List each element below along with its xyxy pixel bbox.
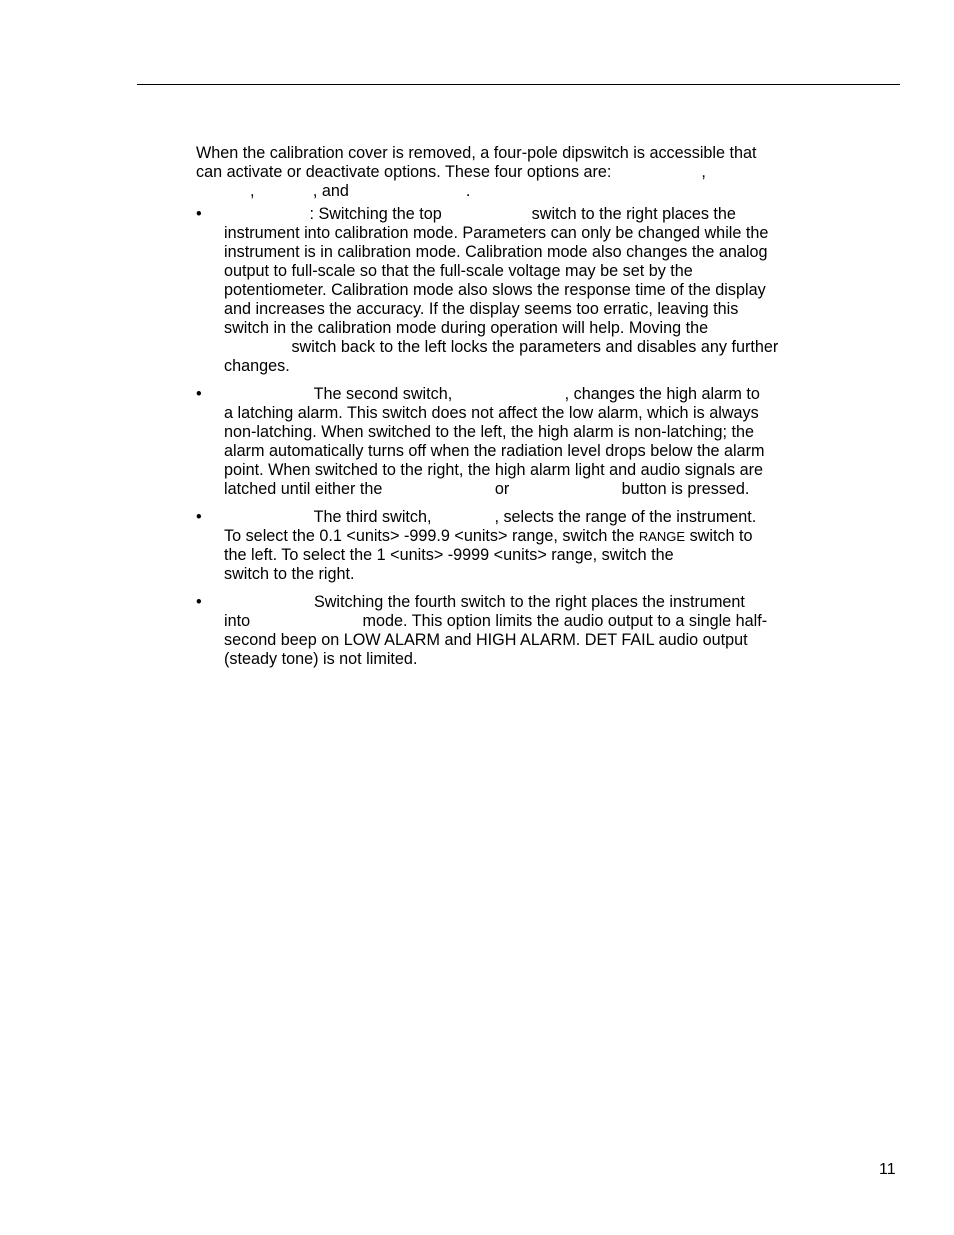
text-line: switch in the calibration mode during operation will help. Moving the bbox=[224, 319, 709, 337]
intro-line: When the calibration cover is removed, a four-pole dipswitch is accessible that bbox=[196, 144, 757, 162]
text-line: a latching alarm. This switch does not affect the low alarm, which is always bbox=[224, 404, 759, 422]
text-segment: To select the 0.1 <units> -999.9 <units> range, switch the bbox=[224, 527, 639, 545]
list-item-calibration bbox=[196, 205, 820, 376]
intro-line: can activate or deactivate options. These four options are: , bbox=[196, 163, 706, 181]
header-rule bbox=[137, 84, 900, 85]
list-item-range bbox=[196, 508, 820, 584]
text-line: instrument into calibration mode. Parameters can only be changed while the bbox=[224, 224, 769, 242]
text-line: : Switching the top switch to the right places the bbox=[224, 205, 736, 223]
intro-paragraph bbox=[196, 144, 820, 201]
text-line: latched until either the or button is pressed. bbox=[224, 480, 750, 498]
text-line: and increases the accuracy. If the display seems too erratic, leaving this bbox=[224, 300, 739, 318]
text-line bbox=[224, 527, 820, 546]
text-line: alarm automatically turns off when the radiation level drops below the alarm bbox=[224, 442, 765, 460]
text-line: changes. bbox=[224, 357, 290, 375]
bullet-icon: • bbox=[196, 205, 202, 223]
bullet-icon: • bbox=[196, 385, 202, 403]
text-line: (steady tone) is not limited. bbox=[224, 650, 418, 668]
intro-line: , , and . bbox=[196, 182, 471, 200]
text-line: second beep on LOW ALARM and HIGH ALARM. DET FAIL audio output bbox=[224, 631, 748, 649]
list-item-alarm-latch bbox=[196, 385, 820, 499]
text-line: output to full-scale so that the full-scale voltage may be set by the bbox=[224, 262, 693, 280]
text-segment: switch to bbox=[685, 527, 753, 545]
text-line: The third switch, , selects the range of the instrument. bbox=[224, 508, 757, 526]
text-line: switch back to the left locks the parameters and disables any further bbox=[224, 338, 779, 356]
text-line: into mode. This option limits the audio output to a single half- bbox=[224, 612, 768, 630]
range-term: RANGE bbox=[638, 529, 686, 544]
bullet-icon: • bbox=[196, 593, 202, 611]
text-line: point. When switched to the right, the high alarm light and audio signals are bbox=[224, 461, 764, 479]
text-line: non-latching. When switched to the left, the high alarm is non-latching; the bbox=[224, 423, 754, 441]
list-item-audio-limit bbox=[196, 593, 820, 669]
text-line: The second switch, , changes the high alarm to bbox=[224, 385, 760, 403]
text-line: potentiometer. Calibration mode also slows the response time of the display bbox=[224, 281, 766, 299]
bullet-icon: • bbox=[196, 508, 202, 526]
options-list bbox=[196, 205, 820, 669]
text-line: switch to the right. bbox=[224, 565, 355, 583]
text-line: the left. To select the 1 <units> -9999 <units> range, switch the bbox=[224, 546, 674, 564]
document-body bbox=[196, 144, 820, 678]
text-line: Switching the fourth switch to the right places the instrument bbox=[224, 593, 745, 611]
text-line: instrument is in calibration mode. Calibration mode also changes the analog bbox=[224, 243, 768, 261]
page-number: 11 bbox=[879, 1161, 896, 1178]
